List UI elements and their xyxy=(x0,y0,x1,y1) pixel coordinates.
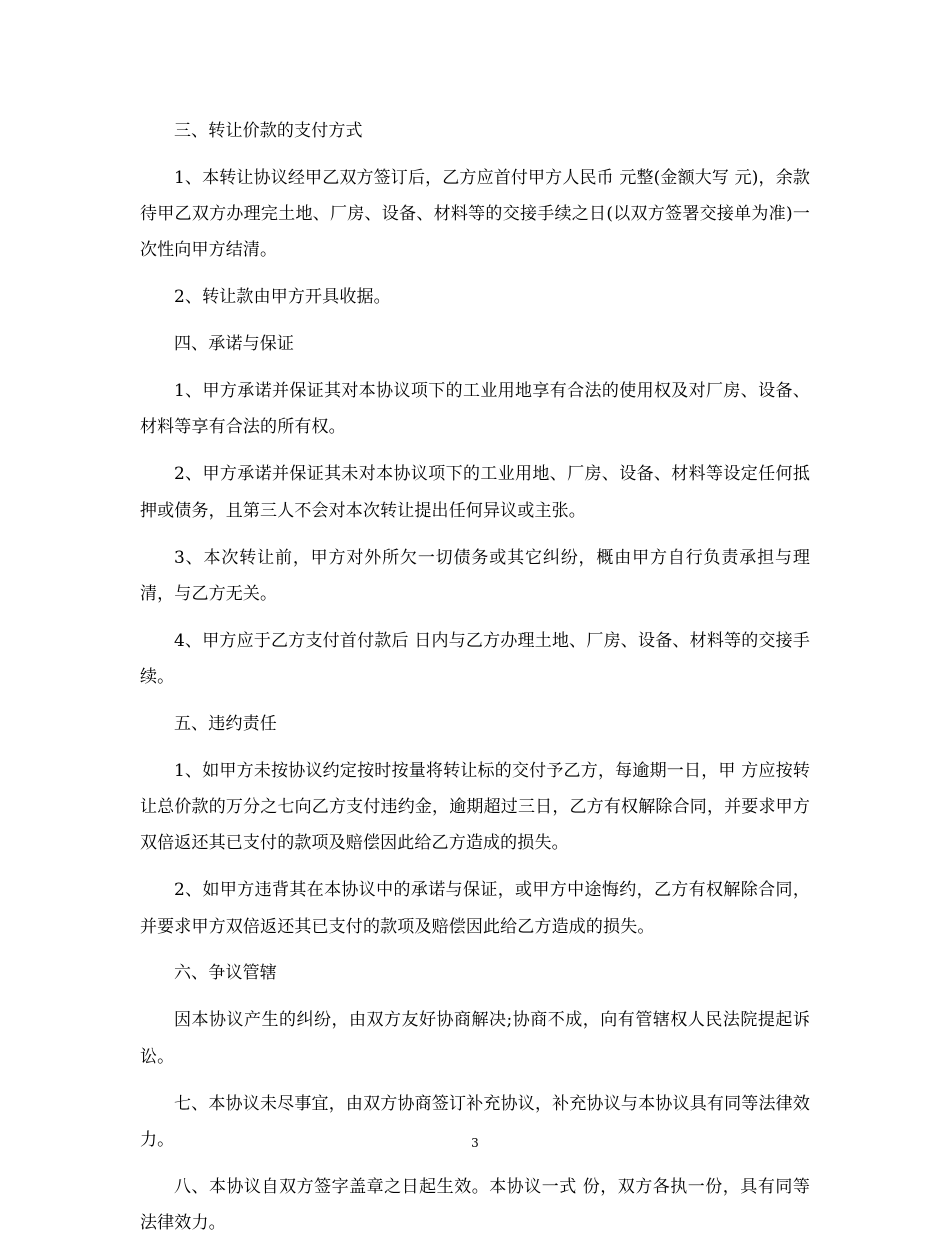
paragraph-effective: 八、本协议自双方签字盖章之日起生效。本协议一式 份，双方各执一份，具有同等法律效力。 xyxy=(140,1176,810,1234)
paragraph-liability-2: 2、如甲方违背其在本协议中的承诺与保证，或甲方中途悔约，乙方有权解除合同，并要求甲方双倍返还其已支付的款项及赔偿因此给乙方造成的损失。 xyxy=(140,880,810,937)
paragraph-warranty-2: 2、甲方承诺并保证其未对本协议项下的工业用地、厂房、设备、材料等设定任何抵押或债务，且第三人不会对本次转让提出任何异议或主张。 xyxy=(140,464,810,521)
paragraph-supplement: 七、本协议未尽事宜，由双方协商签订补充协议，补充协议与本协议具有同等法律效力。 xyxy=(140,1093,810,1150)
paragraph-payment-2: 2、转让款由甲方开具收据。 xyxy=(174,287,391,308)
section-heading-dispute: 六、争议管辖 xyxy=(174,963,277,984)
paragraph-liability-1: 1、如甲方未按协议约定按时按量将转让标的交付予乙方，每逾期一日，甲 方应按转让总价款的万分之七向乙方支付违约金，逾期超过三日，乙方有权解除合同，并要求甲方双倍返还其已支付的款项及赔偿因此给乙方造成的损失。 xyxy=(140,760,810,854)
page-number: 3 xyxy=(471,1136,479,1150)
paragraph-warranty-1: 1、甲方承诺并保证其对本协议项下的工业用地享有合法的使用权及对厂房、设备、材料等享有合法的所有权。 xyxy=(140,381,810,438)
section-heading-payment: 三、转让价款的支付方式 xyxy=(174,121,363,141)
section-heading-warranty: 四、承诺与保证 xyxy=(174,334,295,355)
paragraph-payment-1: 1、本转让协议经甲乙双方签订后，乙方应首付甲方人民币 元整(金额大写 元)，余款待甲乙双方办理完土地、厂房、设备、材料等的交接手续之日(以双方签署交接单为准)一次性向甲方结清。 xyxy=(140,167,810,261)
document-body xyxy=(140,113,810,1252)
paragraph-warranty-3: 3、本次转让前，甲方对外所欠一切债务或其它纠纷，概由甲方自行负责承担与理清，与乙方无关。 xyxy=(140,547,810,604)
section-heading-liability: 五、违约责任 xyxy=(174,713,277,734)
paragraph-warranty-4: 4、甲方应于乙方支付首付款后 日内与乙方办理土地、厂房、设备、材料等的交接手续。 xyxy=(140,630,810,688)
paragraph-dispute: 因本协议产生的纠纷，由双方友好协商解决;协商不成，向有管辖权人民法院提起诉讼。 xyxy=(140,1010,810,1067)
